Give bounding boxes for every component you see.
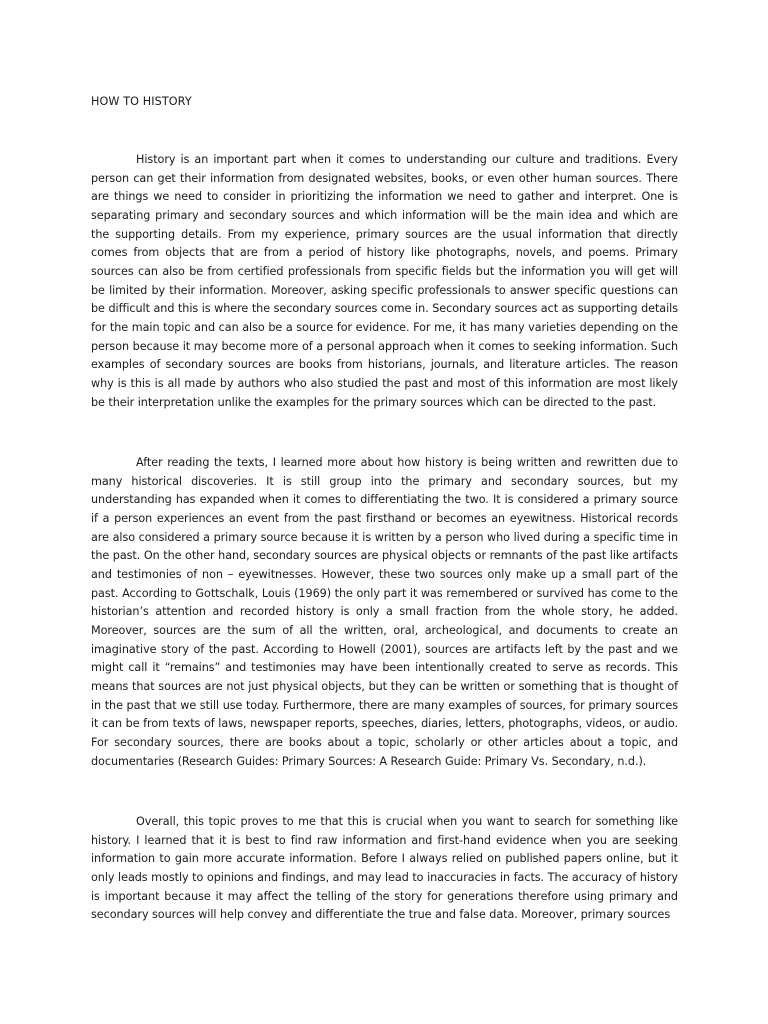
paragraph-readings: After reading the texts, I learned more about how history is being written and rewritten due to many historical discoveries. It is still group into the primary and secondary sources, but my understanding has expanded when it comes to differentiating the two. It is considered a primary source if a person experiences an event from the past firsthand or becomes an eyewitness. Historical records are also considered a primary source because it is written by a person who lived during a specific time in the past. On the other hand, secondary sources are physical objects or remnants of the past like artifacts and testimonies of non – eyewitnesses. However, these two sources only make up a small part of the past. According to Gottschalk, Louis (1969) the only part it was remembered or survived has come to the historian’s attention and recorded history is only a small fraction from the whole story, he added. Moreover, sources are the sum of all the written, oral, archeological, and documents to create an imaginative story of the past. According to Howell (2001), sources are artifacts left by the past and we might call it “remains” and testimonies may have been intentionally created to serve as records. This means that sources are not just physical objects, but they can be written or something that is thought of in the past that we still use today. Furthermore, there are many examples of sources, for primary sources it can be from texts of laws, newspaper reports, speeches, diaries, letters, photographs, videos, or audio. For secondary sources, there are books about a topic, scholarly or other articles about a topic, and documentaries (Research Guides: Primary Sources: A Research Guide: Primary Vs. Secondary, n.d.). xyxy=(91,456,678,768)
paragraph-intro: History is an important part when it comes to understanding our culture and traditions. Every person can get their information from designated websites, books, or even other human sources. There are things we need to consider in prioritizing the information we need to gather and interpret. One is separating primary and secondary sources and which information will be the main idea and which are the supporting details. From my experience, primary sources are the usual information that directly comes from objects that are from a period of history like photographs, novels, and poems. Primary sources can also be from certified professionals from specific fields but the information you will get will be limited by their information. Moreover, asking specific professionals to answer specific questions can be difficult and this is where the secondary sources come in. Secondary sources act as supporting details for the main topic and can also be a source for evidence. For me, it has many varieties depending on the person because it may become more of a personal approach when it comes to seeking information. Such examples of secondary sources are books from historians, journals, and literature articles. The reason why is this is all made by authors who also studied the past and most of this information are most likely be their interpretation unlike the examples for the primary sources which can be directed to the past. xyxy=(91,153,678,409)
document-title: HOW TO HISTORY xyxy=(91,95,192,108)
paragraph-conclusion: Overall, this topic proves to me that this is crucial when you want to search for something like history. I learned that it is best to find raw information and first-hand evidence when you are seeking information to gain more accurate information. Before I always relied on published papers online, but it only leads mostly to opinions and findings, and may lead to inaccuracies in facts. The accuracy of history is important because it may affect the telling of the story for generations therefore using primary and secondary sources will help convey and differentiate the true and false data. Moreover, primary sources xyxy=(91,815,678,922)
